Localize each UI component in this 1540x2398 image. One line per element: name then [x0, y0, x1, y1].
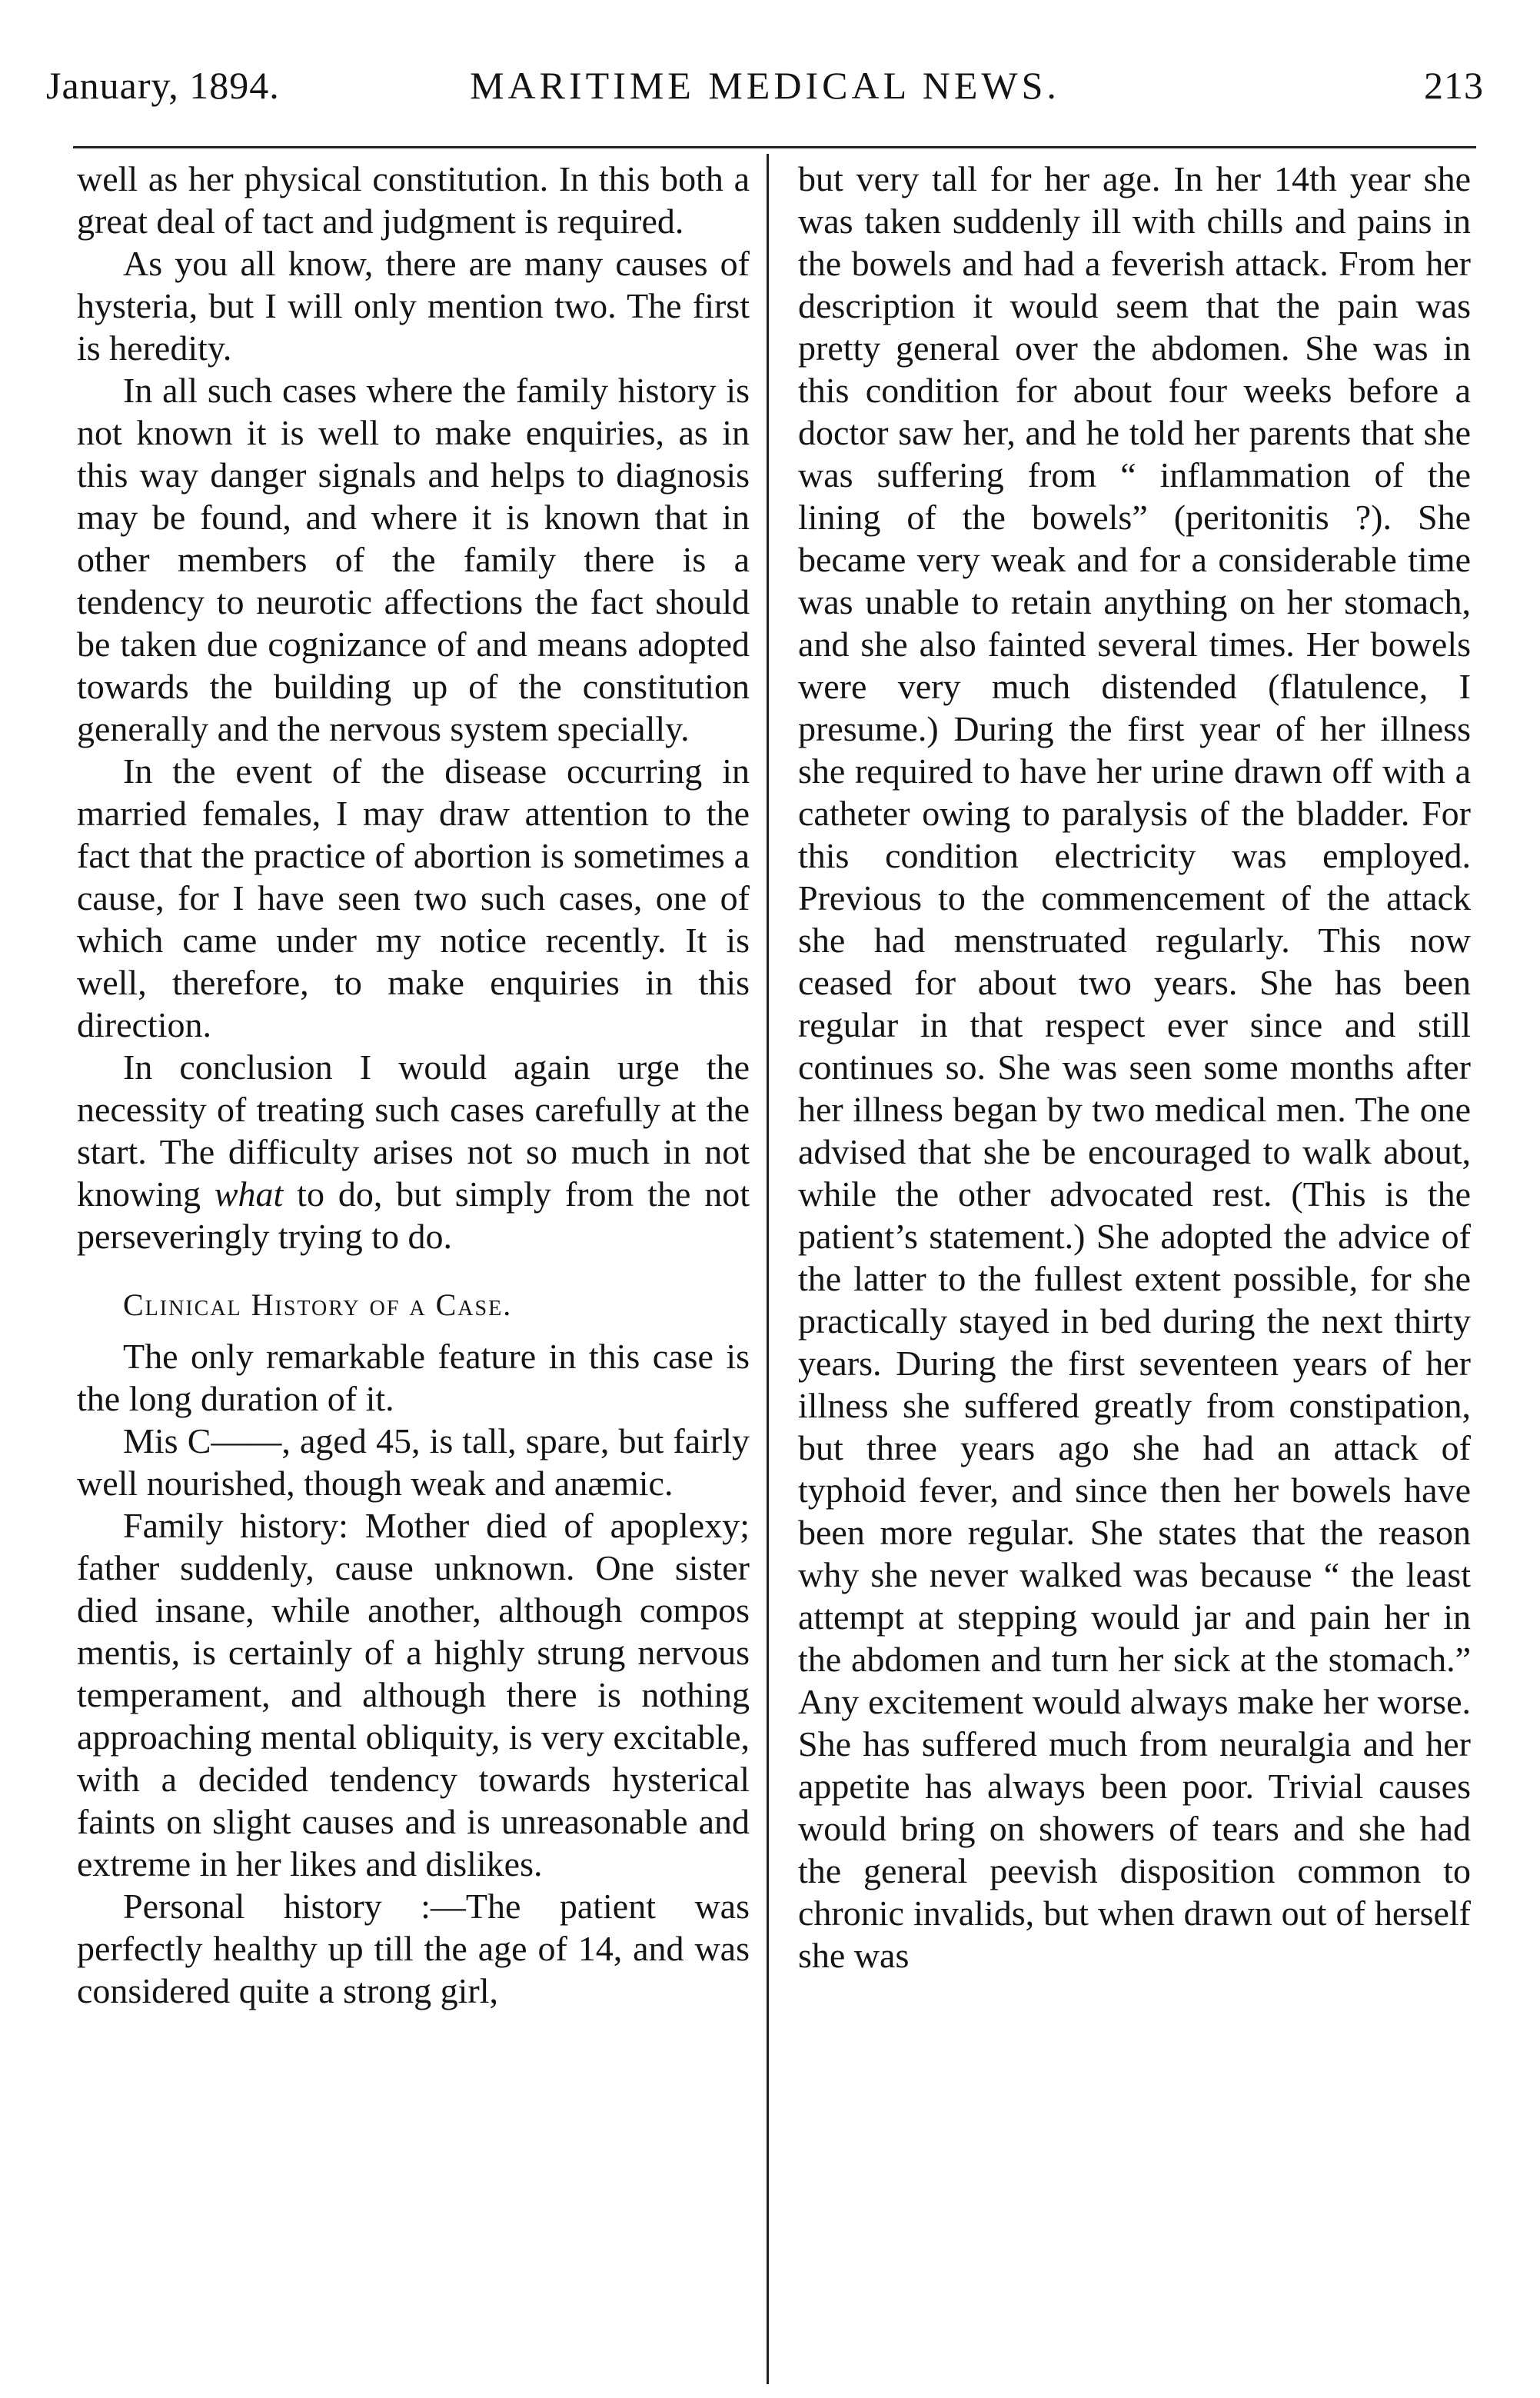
- paragraph: As you all know, there are many causes of hysteria, but I will only mention two. The first is heredity.: [77, 244, 750, 368]
- right-column: [798, 158, 1471, 1977]
- column-divider: [767, 154, 769, 2384]
- paragraph: well as her physical constitution. In this both a great deal of tact and judgment is required.: [77, 159, 750, 241]
- paragraph: Personal history :—The patient was perfectly healthy up till the age of 14, and was considered quite a strong girl,: [77, 1887, 750, 2010]
- journal-title: MARITIME MEDICAL NEWS.: [470, 64, 1060, 107]
- paragraph: In conclusion I would again urge the necessity of treating such cases carefully at the start. The difficulty arises not so much in not knowing what to do, but simply from the not perseveringly trying to do.: [77, 1047, 750, 1256]
- page-number: 213: [1424, 64, 1484, 107]
- running-header: [46, 63, 1484, 125]
- paragraph: Family history: Mother died of apoplexy; father suddenly, cause unknown. One sister died insane, while another, although compos mentis, is certainly of a highly strung nervous temperament, and although there is nothing approaching mental obliquity, is very excitable, with a decided tendency towards hysterical faints on slight causes and is unreasonable and extreme in her likes and dislikes.: [77, 1506, 750, 1883]
- paragraph: The only remarkable feature in this case is the long duration of it.: [77, 1337, 750, 1418]
- header-date: January, 1894.: [46, 64, 280, 107]
- section-heading: Clinical History of a Case.: [123, 1287, 513, 1322]
- emphasis: what: [214, 1174, 284, 1214]
- paragraph: In all such cases where the family history is not known it is well to make enquiries, as in this way danger signals and helps to diagnosis may be found, and where it is known that in other members of the family there is a tendency to neurotic affections the fact should be taken due cognizance of and means adopted towards the building up of the constitution generally and the nervous system specially.: [77, 371, 750, 748]
- header-rule: [73, 146, 1476, 148]
- left-column: [77, 158, 750, 2012]
- paragraph: but very tall for her age. In her 14th year she was taken suddenly ill with chills and pains in the bowels and had a feverish attack. From her description it would seem that the pain was pretty general over the abdomen. She was in this condition for about four weeks before a doctor saw her, and he told her parents that she was suffering from “ inflammation of the lining of the bowels” (peritonitis ?). She became very weak and for a considerable time was unable to retain anything on her stomach, and she also fainted several times. Her bowels were very much distended (flatulence, I presume.) During the first year of her illness she required to have her urine drawn off with a catheter owing to paralysis of the bladder. For this condition electricity was employed. Previous to the commencement of the attack she had menstruated regularly. This now ceased for about two years. She has been regular in that respect ever since and still continues so. She was seen some months after her illness began by two medical men. The one advised that she be encouraged to walk about, while the other advocated rest. (This is the patient’s statement.) She adopted the advice of the latter to the fullest extent possible, for she practically stayed in bed during the next thirty years. During the first seventeen years of her illness she suffered greatly from constipation, but three years ago she had an attack of typhoid fever, and since then her bowels have been more regular. She states that the reason why she never walked was because “ the least attempt at stepping would jar and pain her in the abdomen and turn her sick at the stomach.” Any excitement would always make her worse. She has suffered much from neuralgia and her appetite has always been poor. Trivial causes would bring on showers of tears and she had the general peevish disposition common to chronic invalids, but when drawn out of herself she was: [798, 159, 1471, 1975]
- paragraph: In the event of the disease occurring in married females, I may draw attention to the fact that the practice of abortion is sometimes a cause, for I have seen two such cases, one of which came under my notice recently. It is well, therefore, to make enquiries in this direction.: [77, 751, 750, 1044]
- paragraph: Mis C——, aged 45, is tall, spare, but fairly well nourished, though weak and anæmic.: [77, 1421, 750, 1503]
